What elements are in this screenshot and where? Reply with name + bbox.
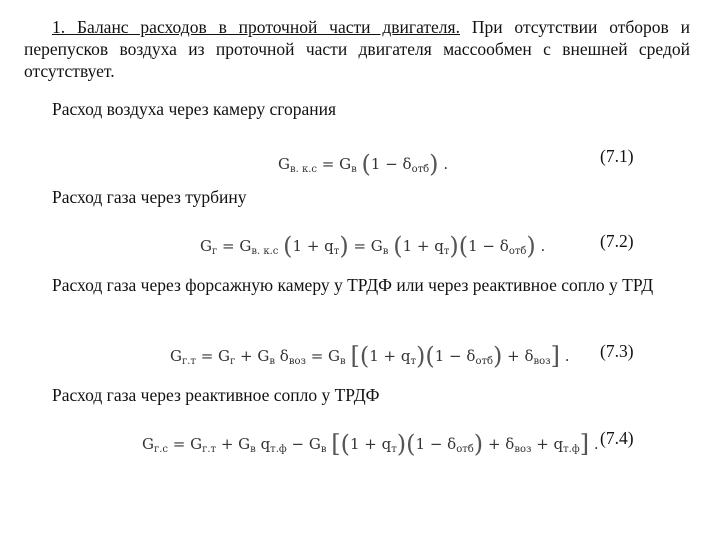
formula-7-3: $G_{г.т} = G_г + G_в$ $\delta_{воз} = G_в$ $[(1 + q_т)(1 - \delta_{отб}) + \delta_{воз}]$ . bbox=[170, 342, 570, 370]
eq-number-7-3: (7.3) bbox=[600, 341, 634, 361]
formula-7-2: $G_г = G_{в. к.с}$ $(1 + q_т) = G_в$ $(1 + q_т)(1 - \delta_{отб})$ . bbox=[200, 232, 546, 260]
section-heading: 1. Баланс расходов в проточной части двигателя. bbox=[52, 17, 460, 37]
label-gas-flow-afterburner bbox=[24, 274, 690, 296]
eq-number-7-2: (7.2) bbox=[600, 231, 634, 251]
label-gas-flow-nozzle: Расход газа через реактивное сопло у ТРДФ bbox=[52, 385, 380, 405]
label-air-flow-combustor: Расход воздуха через камеру сгорания bbox=[52, 99, 337, 119]
intro-paragraph bbox=[24, 16, 690, 82]
eq-number-7-1: (7.1) bbox=[600, 146, 634, 166]
label-gas-flow-turbine: Расход газа через турбину bbox=[52, 187, 247, 207]
afterburner-line1: Расход газа через форсажную камеру у ТРДФ или через реактивное сопло bbox=[52, 275, 605, 295]
eq-number-7-4: (7.4) bbox=[600, 428, 634, 448]
intro-text: При отсутствии отборов и перепусков воздуха из проточной части двигателя массообмен с внешней средой отсутствует. bbox=[24, 17, 691, 81]
formula-7-4: $G_{г.с} = G_{г.т} + G_в$ $q_{т.ф} - G_в$ $[(1 + q_т)(1 - \delta_{отб}) + \delta_{воз} + q_{т.ф}]$ . bbox=[142, 430, 599, 458]
afterburner-line2: у ТРД bbox=[609, 275, 654, 295]
formula-7-1: $G_{в. к.с} = G_в$ $(1 - \delta_{отб})$ . bbox=[278, 150, 449, 178]
